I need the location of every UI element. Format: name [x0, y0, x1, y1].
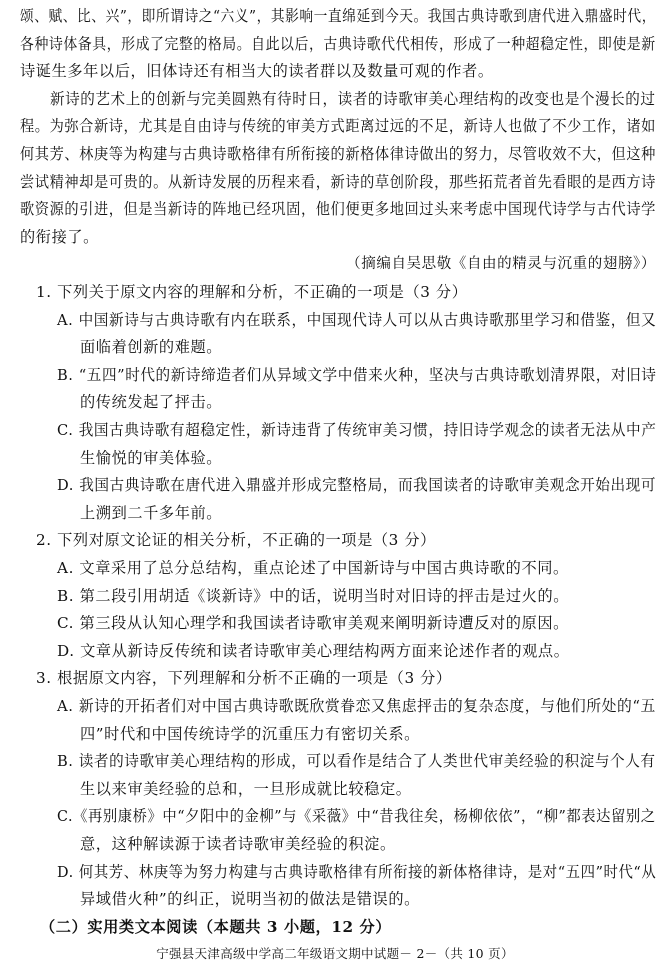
passage-line: 程。为弥合新诗，尤其是自由诗与传统的审美方式距离过远的不足，新诗人也做了不少工作，诸如	[20, 117, 656, 136]
question-option-continued: 四”时代和中国传统诗学的沉重压力有密切关系。	[80, 724, 420, 743]
question-option: B. 第二段引用胡适《谈新诗》中的话，说明当时对旧诗的抨击是过火的。	[57, 586, 570, 605]
passage-line: 尝试精神却是可贵的。从新诗发展的历程来看，新诗的草创阶段，那些拓荒者首先看眼的是西方诗	[20, 172, 656, 191]
passage-line: 颂、赋、比、兴”，即所谓诗之“六义”，其影响一直绵延到今天。我国古典诗歌到唐代进入鼎盛时代，	[20, 7, 656, 25]
question-option: C. 第三段从认知心理学和我国读者诗歌审美观来阐明新诗遭反对的原因。	[57, 614, 569, 633]
passage-line: 的衔接了。	[20, 227, 99, 246]
question-option: D. 文章从新诗反传统和读者诗歌审美心理结构两方面来论述作者的观点。	[57, 641, 570, 660]
question-stem: 1. 下列关于原文内容的理解和分析，不正确的一项是（3 分）	[36, 283, 468, 301]
question-stem: 3. 根据原文内容，下列理解和分析不正确的一项是（3 分）	[36, 669, 452, 688]
passage-line: 何其芳、林庚等为构建与古典诗歌格律有所衔接的新格体律诗做出的努力，尽管收效不大，但这种	[20, 145, 656, 163]
section-heading: （二）实用类文本阅读（本题共 3 小题，12 分）	[40, 917, 392, 936]
question-option: A. 中国新诗与古典诗歌有内在联系，中国现代诗人可以从古典诗歌那里学习和借鉴，但又	[57, 310, 657, 329]
question-option: C.《再别康桥》中“夕阳中的金柳”与《采薇》中“昔我往矣，杨柳依依”，“柳”都表达留别之	[57, 807, 656, 826]
question-option-continued: 上溯到二千多年前。	[80, 503, 223, 522]
passage-line: 诗诞生多年以后，旧体诗还有相当大的读者群以及数量可观的作者。	[20, 62, 494, 81]
question-option-continued: 异域借火种”的纠正，说明当初的做法是错误的。	[80, 890, 420, 909]
question-option-continued: 意，这种解读源于读者诗歌审美经验的积淀。	[80, 835, 396, 853]
question-option-continued: 生以来审美经验的总和，一旦形成就比较稳定。	[80, 779, 412, 798]
question-option: A. 新诗的开拓者们对中国古典诗歌既欣赏眷恋又焦虑抨击的复杂态度，与他们所处的“五	[57, 697, 656, 715]
question-option-continued: 生愉悦的审美体验。	[80, 448, 223, 467]
passage-source: （摘编自吴思敬《自由的精灵与沉重的翅膀》）	[346, 256, 656, 273]
passage-line: 歌资源的引进，但是当新诗的阵地已经巩固，他们便更多地回过头来考虑中国现代诗学与古代诗学	[20, 200, 656, 219]
question-option: C. 我国古典诗歌有超稳定性，新诗违背了传统审美习惯，持旧诗学观念的读者无法从中产	[57, 421, 657, 439]
passage-line: 各种诗体备具，形成了完整的格局。自此以后，古典诗歌代代相传，形成了一种超稳定性，即使是新	[20, 34, 656, 53]
question-option: A. 文章采用了总分总结构，重点论述了中国新诗与中国古典诗歌的不同。	[57, 559, 569, 577]
question-stem: 2. 下列对原文论证的相关分析，不正确的一项是（3 分）	[36, 531, 436, 550]
passage-line: 新诗的艺术上的创新与完美圆熟有待时日，读者的诗歌审美心理结构的改变也是个漫长的过	[50, 89, 656, 108]
question-option: D. 我国古典诗歌在唐代进入鼎盛并形成完整格局，而我国读者的诗歌审美观念开始出现可	[57, 476, 657, 495]
question-option: B. “五四”时代的新诗缔造者们从异域文学中借来火种，坚决与古典诗歌划清界限，对旧诗	[57, 365, 657, 384]
question-option: B. 读者的诗歌审美心理结构的形成，可以看作是结合了人类世代审美经验的积淀与个人有	[57, 752, 656, 771]
question-option-continued: 面临着创新的难题。	[80, 338, 223, 357]
page-footer: 宁强县天津高级中学高二年级语文期中试题－ 2－（共 10 页）	[156, 946, 514, 961]
question-option-continued: 的传统发起了抨击。	[80, 393, 223, 412]
question-option: D. 何其芳、林庚等为努力构建与古典诗歌格律有所衔接的新体格律诗，是对“五四”时代“从	[57, 862, 657, 881]
